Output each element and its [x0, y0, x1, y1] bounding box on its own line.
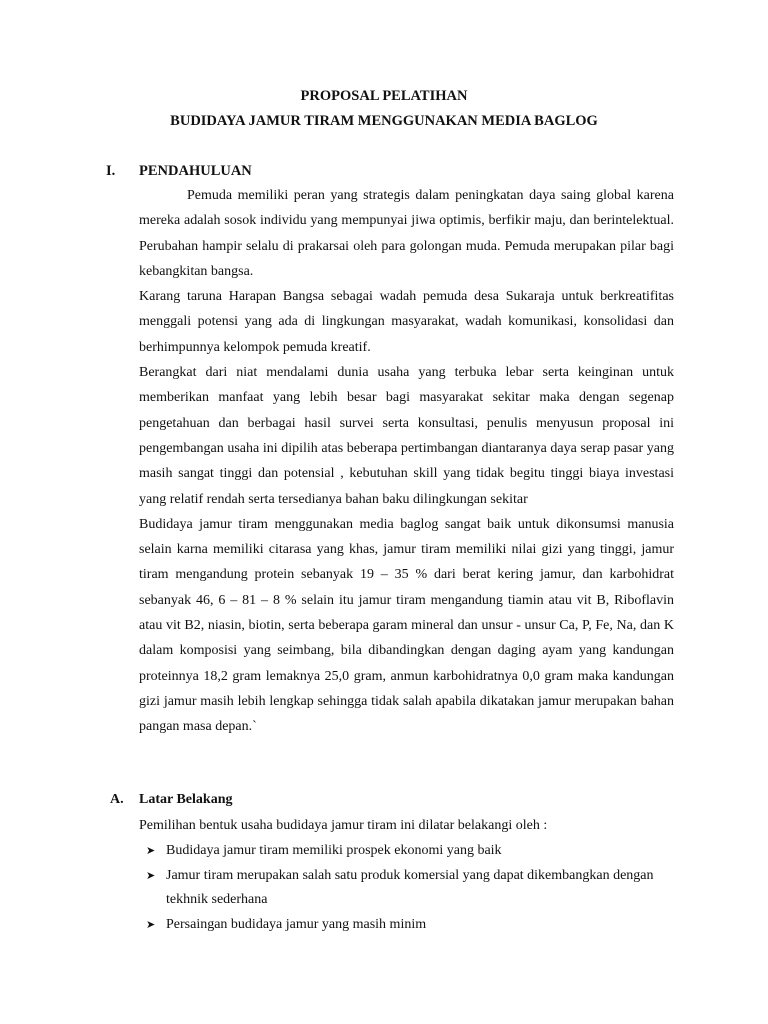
bullet-list: [146, 839, 676, 937]
document-title: PROPOSAL PELATIHAN: [300, 88, 468, 104]
arrowhead-bullet-icon: ➤: [146, 868, 156, 882]
arrowhead-bullet-icon: ➤: [146, 844, 156, 857]
subsection-number: A.: [110, 792, 124, 807]
list-item: [146, 913, 676, 938]
document-subtitle: BUDIDAYA JAMUR TIRAM MENGGUNAKAN MEDIA BAGLOG: [170, 113, 598, 129]
paragraph: Berangkat dari niat mendalami dunia usaha yang terbuka lebar serta keinginan untuk memberikan manfaat yang lebih besar bagi masyarakat sekitar maka dengan segenap pengetahuan dan berbagai hasil survei serta konsultasi, penulis menyusun proposal ini pengembangan usaha ini dipilih atas beberapa pertimbangan diantaranya daya serap pasar yang masih sangat tinggi dan potensial , kebutuhan skill yang tidak begitu tinggi biaya investasi yang relatif rendah serta tersedianya bahan baku dilingkungan sekitar: [139, 365, 674, 507]
subsection-title: Latar Belakang: [139, 792, 233, 807]
list-item: [146, 864, 676, 913]
list-item-text: Jamur tiram merupakan salah satu produk komersial yang dapat dikembangkan dengan tekhnik sederhana: [166, 867, 654, 907]
list-item-text: Budidaya jamur tiram memiliki prospek ekonomi yang baik: [166, 843, 502, 858]
list-item-text: Persaingan budidaya jamur yang masih minim: [166, 916, 427, 932]
section-heading: PENDAHULUAN: [139, 163, 252, 179]
paragraph: Karang taruna Harapan Bangsa sebagai wadah pemuda desa Sukaraja untuk berkreatifitas menggali potensi yang ada di lingkungan masyarakat, wadah komunikasi, konsolidasi dan berhimpunnya kelompok pemuda kreatif.: [139, 289, 674, 355]
subsection-intro: Pemilihan bentuk usaha budidaya jamur tiram ini dilatar belakangi oleh :: [139, 818, 548, 833]
section-number: I.: [106, 163, 116, 179]
section-body: [139, 183, 674, 740]
subsection-heading: [110, 790, 232, 810]
list-item: [146, 839, 676, 864]
arrowhead-bullet-icon: ➤: [146, 917, 156, 931]
paragraph: Budidaya jamur tiram menggunakan media baglog sangat baik untuk dikonsumsi manusia selain karna memiliki citarasa yang khas, jamur tiram memiliki nilai gizi yang tinggi, jamur tiram mengandung protein sebanyak 19 – 35 % dari berat kering jamur, dan karbohidrat sebanyak 46, 6 – 81 – 8 % selain itu jamur tiram mengandung tiamin atau vit B, Riboflavin atau vit B2, niasin, biotin, serta beberapa garam mineral dan unsur - unsur Ca, P, Fe, Na, dan K dalam komposisi yang seimbang, bila dibandingkan dengan daging ayam yang kandungan proteinnya 18,2 gram lemaknya 25,0 gram, anmun karbohidratnya 0,0 gram maka kandungan gizi jamur masih lebih lengkap sehingga tidak salah apabila dikatakan jamur merupakan bahan pangan masa depan.`: [139, 516, 674, 735]
paragraph: Pemuda memiliki peran yang strategis dalam peningkatan daya saing global karena mereka adalah sosok individu yang mempunyai jiwa optimis, berfikir maju, dan berintelektual. Perubahan hampir selalu di prakarsai oleh para golongan muda. Pemuda merupakan pilar bagi kebangkitan bangsa.: [139, 188, 674, 279]
